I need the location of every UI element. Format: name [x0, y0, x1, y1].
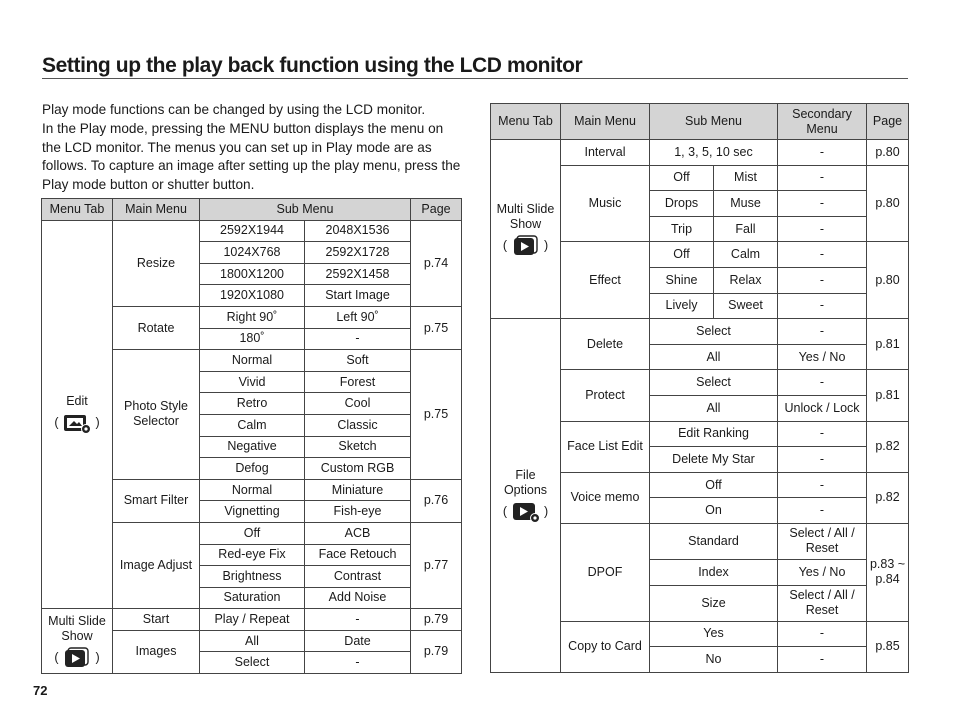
table-cell: No	[650, 647, 778, 673]
edit-tab-icon	[62, 412, 92, 434]
table-cell: -	[778, 267, 867, 293]
intro-text	[42, 101, 462, 195]
music-label: Music	[561, 165, 650, 242]
table-cell: Vivid	[200, 371, 305, 393]
face-list-page: p.82	[867, 421, 909, 472]
table-cell: Start Image	[305, 285, 411, 307]
table-cell: -	[778, 216, 867, 242]
face-list-label: Face List Edit	[561, 421, 650, 472]
header-menu-tab: Menu Tab	[491, 104, 561, 140]
table-cell: Trip	[650, 216, 714, 242]
page-title: Setting up the play back function using the LCD monitor	[42, 54, 583, 77]
file-options-tab-icon	[511, 501, 541, 523]
table-cell: Select	[650, 370, 778, 396]
table-cell: Off	[200, 522, 305, 544]
table-cell: All	[650, 344, 778, 370]
table-cell: Miniature	[305, 479, 411, 501]
table-cell: Muse	[714, 191, 778, 217]
header-sub-menu: Sub Menu	[200, 199, 411, 221]
table-row	[491, 319, 909, 345]
header-secondary-menu: Secondary Menu	[778, 104, 867, 140]
voice-memo-label: Voice memo	[561, 472, 650, 523]
table-cell: Unlock / Lock	[778, 395, 867, 421]
table-cell: Shine	[650, 267, 714, 293]
slideshow-tab-label: Multi Slide Show	[48, 613, 106, 643]
table-cell: Calm	[200, 414, 305, 436]
intro-line-1: Play mode functions can be changed by using the LCD monitor.	[42, 102, 426, 117]
table-cell: Right 90˚	[200, 306, 305, 328]
table-cell: Select	[200, 652, 305, 674]
table-cell: Classic	[305, 414, 411, 436]
table-cell: Saturation	[200, 587, 305, 609]
delete-label: Delete	[561, 319, 650, 370]
table-cell: -	[305, 652, 411, 674]
table-cell: Drops	[650, 191, 714, 217]
table-cell: 2048X1536	[305, 220, 411, 242]
smart-filter-page: p.76	[411, 479, 462, 522]
table-cell: -	[778, 293, 867, 319]
images-label: Images	[113, 630, 200, 673]
table-cell: Delete My Star	[650, 447, 778, 473]
slideshow-tab-icon	[62, 647, 92, 669]
table-cell: Defog	[200, 458, 305, 480]
table-cell: -	[778, 447, 867, 473]
table-cell: Yes / No	[778, 344, 867, 370]
table-cell: Cool	[305, 393, 411, 415]
intro-line-2: In the Play mode, pressing the MENU button displays the menu on the LCD monitor. The menus you can set up in Play mode are as follows. To capture an image after setting up the play menu, press the Play mode button or shutter button.	[42, 120, 461, 193]
table-cell: 2592X1458	[305, 263, 411, 285]
delete-page: p.81	[867, 319, 909, 370]
table-cell: -	[778, 421, 867, 447]
resize-page: p.74	[411, 220, 462, 306]
edit-tab-label: Edit	[66, 394, 88, 409]
copy-to-card-label: Copy to Card	[561, 621, 650, 672]
table-cell: -	[778, 498, 867, 524]
table-cell: -	[778, 621, 867, 647]
table-cell: -	[778, 319, 867, 345]
table-cell: Negative	[200, 436, 305, 458]
table-cell: 180˚	[200, 328, 305, 350]
header-main-menu: Main Menu	[561, 104, 650, 140]
table-cell: On	[650, 498, 778, 524]
header-menu-tab: Menu Tab	[42, 199, 113, 221]
table-cell: Normal	[200, 479, 305, 501]
table-cell: Sketch	[305, 436, 411, 458]
table-cell: Index	[650, 559, 778, 585]
slideshow-file-menu-table	[490, 103, 909, 673]
image-adjust-label: Image Adjust	[113, 522, 200, 608]
table-cell: -	[778, 647, 867, 673]
slideshow-tab-cell: Multi Slide Show ( )	[491, 140, 561, 319]
table-cell: -	[778, 165, 867, 191]
photo-style-label: Photo Style Selector	[113, 350, 200, 480]
table-cell: 2592X1944	[200, 220, 305, 242]
table-cell: Lively	[650, 293, 714, 319]
edit-slideshow-menu-table	[41, 198, 462, 674]
table-cell: Sweet	[714, 293, 778, 319]
table-cell: Off	[650, 242, 714, 268]
edit-tab-cell: Edit ( )	[42, 220, 113, 609]
resize-label: Resize	[113, 220, 200, 306]
table-cell: Custom RGB	[305, 458, 411, 480]
interval-label: Interval	[561, 140, 650, 166]
interval-page: p.80	[867, 140, 909, 166]
file-options-tab-cell: File Options ( )	[491, 319, 561, 673]
table-cell: Fall	[714, 216, 778, 242]
table-header-row	[42, 199, 462, 221]
table-cell: 1, 3, 5, 10 sec	[650, 140, 778, 166]
start-page: p.79	[411, 609, 462, 631]
table-cell: Relax	[714, 267, 778, 293]
table-cell: Face Retouch	[305, 544, 411, 566]
table-cell: Forest	[305, 371, 411, 393]
table-cell: Contrast	[305, 566, 411, 588]
copy-to-card-page: p.85	[867, 621, 909, 672]
header-sub-menu: Sub Menu	[650, 104, 778, 140]
table-cell: Soft	[305, 350, 411, 372]
slideshow-tab-icon	[511, 235, 541, 257]
table-cell: Normal	[200, 350, 305, 372]
table-cell: Play / Repeat	[200, 609, 305, 631]
table-cell: ACB	[305, 522, 411, 544]
table-cell: Standard	[650, 523, 778, 559]
table-cell: Red-eye Fix	[200, 544, 305, 566]
table-cell: Off	[650, 165, 714, 191]
rotate-page: p.75	[411, 306, 462, 349]
table-cell: 1920X1080	[200, 285, 305, 307]
table-row	[42, 220, 462, 242]
smart-filter-label: Smart Filter	[113, 479, 200, 522]
table-cell: Yes / No	[778, 559, 867, 585]
effect-label: Effect	[561, 242, 650, 319]
dpof-page: p.83 ~ p.84	[867, 523, 909, 621]
table-cell: Select	[650, 319, 778, 345]
slideshow-tab-cell: Multi Slide Show ( )	[42, 609, 113, 674]
table-cell: -	[305, 328, 411, 350]
table-header-row	[491, 104, 909, 140]
header-main-menu: Main Menu	[113, 199, 200, 221]
table-cell: 1024X768	[200, 242, 305, 264]
table-cell: -	[778, 370, 867, 396]
title-rule	[42, 78, 908, 79]
protect-label: Protect	[561, 370, 650, 421]
table-cell: Off	[650, 472, 778, 498]
protect-page: p.81	[867, 370, 909, 421]
voice-memo-page: p.82	[867, 472, 909, 523]
table-cell: Retro	[200, 393, 305, 415]
table-cell: Yes	[650, 621, 778, 647]
slideshow-tab-label: Multi Slide Show	[496, 201, 555, 231]
photo-style-page: p.75	[411, 350, 462, 480]
table-cell: All	[650, 395, 778, 421]
table-cell: Edit Ranking	[650, 421, 778, 447]
table-cell: Select / All / Reset	[778, 585, 867, 621]
table-cell: All	[200, 630, 305, 652]
table-cell: Vignetting	[200, 501, 305, 523]
table-cell: Calm	[714, 242, 778, 268]
table-cell: -	[778, 242, 867, 268]
table-cell: -	[778, 140, 867, 166]
table-cell: -	[305, 609, 411, 631]
dpof-label: DPOF	[561, 523, 650, 621]
music-page: p.80	[867, 165, 909, 242]
table-cell: Mist	[714, 165, 778, 191]
rotate-label: Rotate	[113, 306, 200, 349]
page-number: 72	[33, 683, 48, 698]
table-cell: Size	[650, 585, 778, 621]
table-cell: Fish-eye	[305, 501, 411, 523]
table-cell: 1800X1200	[200, 263, 305, 285]
effect-page: p.80	[867, 242, 909, 319]
table-cell: -	[778, 191, 867, 217]
file-options-tab-label: File Options	[503, 467, 548, 497]
table-cell: Select / All / Reset	[778, 523, 867, 559]
table-row	[42, 609, 462, 631]
table-cell: Date	[305, 630, 411, 652]
images-page: p.79	[411, 630, 462, 673]
table-cell: -	[778, 472, 867, 498]
table-cell: 2592X1728	[305, 242, 411, 264]
start-label: Start	[113, 609, 200, 631]
table-cell: Left 90˚	[305, 306, 411, 328]
table-row	[491, 140, 909, 166]
header-page: Page	[411, 199, 462, 221]
table-cell: Add Noise	[305, 587, 411, 609]
header-page: Page	[867, 104, 909, 140]
table-cell: Brightness	[200, 566, 305, 588]
image-adjust-page: p.77	[411, 522, 462, 608]
